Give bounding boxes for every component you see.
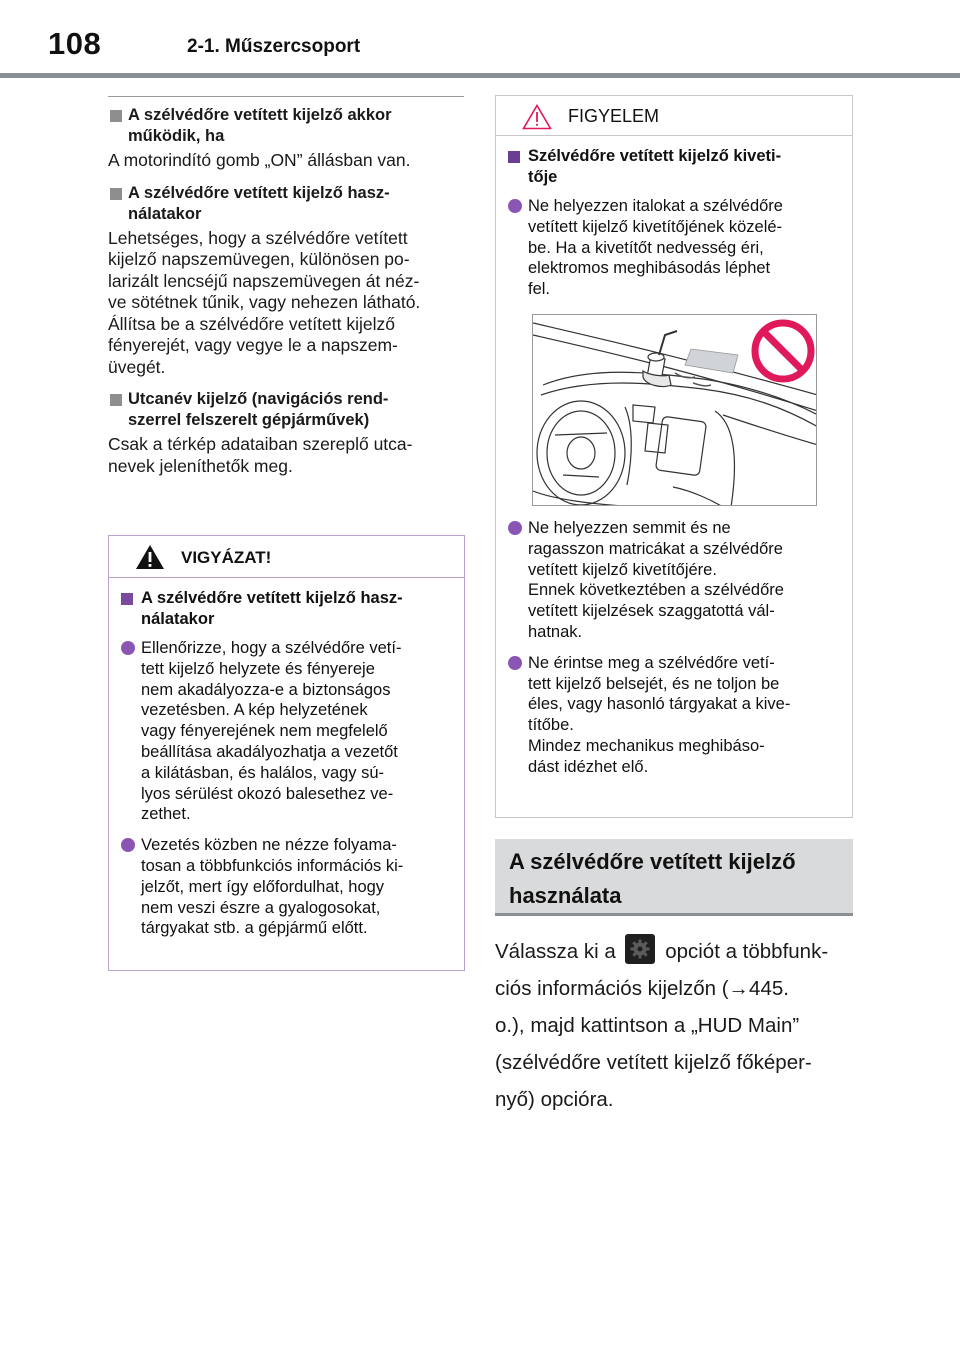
notice-body bbox=[496, 136, 852, 778]
prohibition-icon bbox=[764, 332, 802, 370]
instruction-text: Válassza ki a opciót a többfunk- ciós információs kijelzőn (→445. o.), majd kattintson a „HUD Main” (szélvédőre vetített kijelző főképer- nyő) opcióra. bbox=[495, 933, 855, 1118]
notice-header bbox=[496, 96, 852, 136]
warning-triangle-icon bbox=[135, 544, 165, 570]
block-title: A szélvédőre vetített kijelző akkor működik, ha bbox=[108, 105, 464, 147]
square-bullet-icon bbox=[508, 151, 520, 163]
block-text: Lehetséges, hogy a szélvédőre vetített kijelző napszemüvegen, különösen po- larizált lencséjű napszemüvegen át néz- ve sötétnek tűnik, vagy nehezen látható. Állítsa be a szélvédőre vetített kijelző fényerejét, vagy vegye le a napszem- üvegét. bbox=[108, 227, 421, 377]
caution-subtitle: A szélvédőre vetített kijelző hasz- nálatakor bbox=[119, 588, 454, 630]
square-bullet-icon bbox=[110, 188, 122, 200]
page-number: 108 bbox=[48, 26, 102, 61]
warning-triangle-icon bbox=[522, 104, 552, 130]
caution-item: Vezetés közben ne nézze folyama- tosan a többfunkciós információs ki- jelzőt, mert így előfordulhat, hogy nem veszi észre a gyalogosokat, tárgyakat stb. a gépjármű előtt. bbox=[119, 835, 454, 939]
bullet-dot-icon bbox=[508, 521, 522, 535]
block-title: Utcanév kijelző (navigációs rend- szerrel felszerelt gépjárművek) bbox=[108, 389, 464, 431]
header-divider bbox=[0, 73, 960, 78]
caution-body bbox=[109, 578, 464, 939]
notice-item: Ne érintse meg a szélvédőre vetí- tett kijelző belsejét, és ne toljon be éles, vagy hasonló tárgyakat a kive- títőbe. Mindez mechanikus meghibáso- dást idézhet elő. bbox=[506, 653, 842, 778]
section-header: 2-1. Műszercsoport bbox=[187, 36, 361, 57]
caution-box bbox=[108, 535, 465, 971]
bullet-dot-icon bbox=[508, 199, 522, 213]
notice-subtitle: Szélvédőre vetített kijelző kiveti- tője bbox=[506, 146, 842, 188]
bullet-dot-icon bbox=[508, 656, 522, 670]
info-block bbox=[108, 389, 464, 477]
bullet-dot-icon bbox=[121, 838, 135, 852]
notice-box bbox=[495, 95, 853, 818]
block-title: A szélvédőre vetített kijelző hasz- nálatakor bbox=[108, 183, 464, 225]
caution-header bbox=[109, 536, 464, 578]
square-bullet-icon bbox=[110, 394, 122, 406]
dashboard-illustration bbox=[532, 314, 817, 506]
caution-label: VIGYÁZAT! bbox=[181, 548, 272, 567]
notice-item: Ne helyezzen italokat a szélvédőre vetített kijelző kivetítőjének közelé- be. Ha a kivetítőt nedvesség éri, elektromos meghibásodás léphet fel. bbox=[506, 196, 842, 300]
notice-item: Ne helyezzen semmit és ne ragasszon matricákat a szélvédőre vetített kijelző kivetítőjére. Ennek következtében a szélvédőre vetített kijelzések szaggatottá vál- hatnak. bbox=[506, 518, 842, 643]
hud-projector-drink-illustration bbox=[533, 315, 817, 506]
block-text: A motorindító gomb „ON” állásban van. bbox=[108, 150, 411, 170]
square-bullet-icon bbox=[110, 110, 122, 122]
block-text: Csak a térkép adataiban szereplő utca- nevek jeleníthetők meg. bbox=[108, 434, 413, 476]
notice-label: FIGYELEM bbox=[568, 106, 660, 126]
left-column bbox=[108, 96, 464, 488]
section-title: A szélvédőre vetített kijelző használata bbox=[495, 839, 853, 916]
info-block bbox=[108, 105, 464, 172]
square-bullet-icon bbox=[121, 593, 133, 605]
bullet-dot-icon bbox=[121, 641, 135, 655]
gear-icon bbox=[625, 934, 655, 964]
top-rule bbox=[108, 96, 464, 97]
caution-item: Ellenőrizze, hogy a szélvédőre vetí- tett kijelző helyzete és fényereje nem akadályozza-e a biztonságos vezetésben. A kép helyzetének vagy fényerejének nem megfelelő beállítása akadályozhatja a vezetőt a kilátásban, és halálos, vagy sú- lyos sérülést okozó balesethez ve- zethet. bbox=[119, 638, 454, 825]
info-block bbox=[108, 183, 464, 379]
